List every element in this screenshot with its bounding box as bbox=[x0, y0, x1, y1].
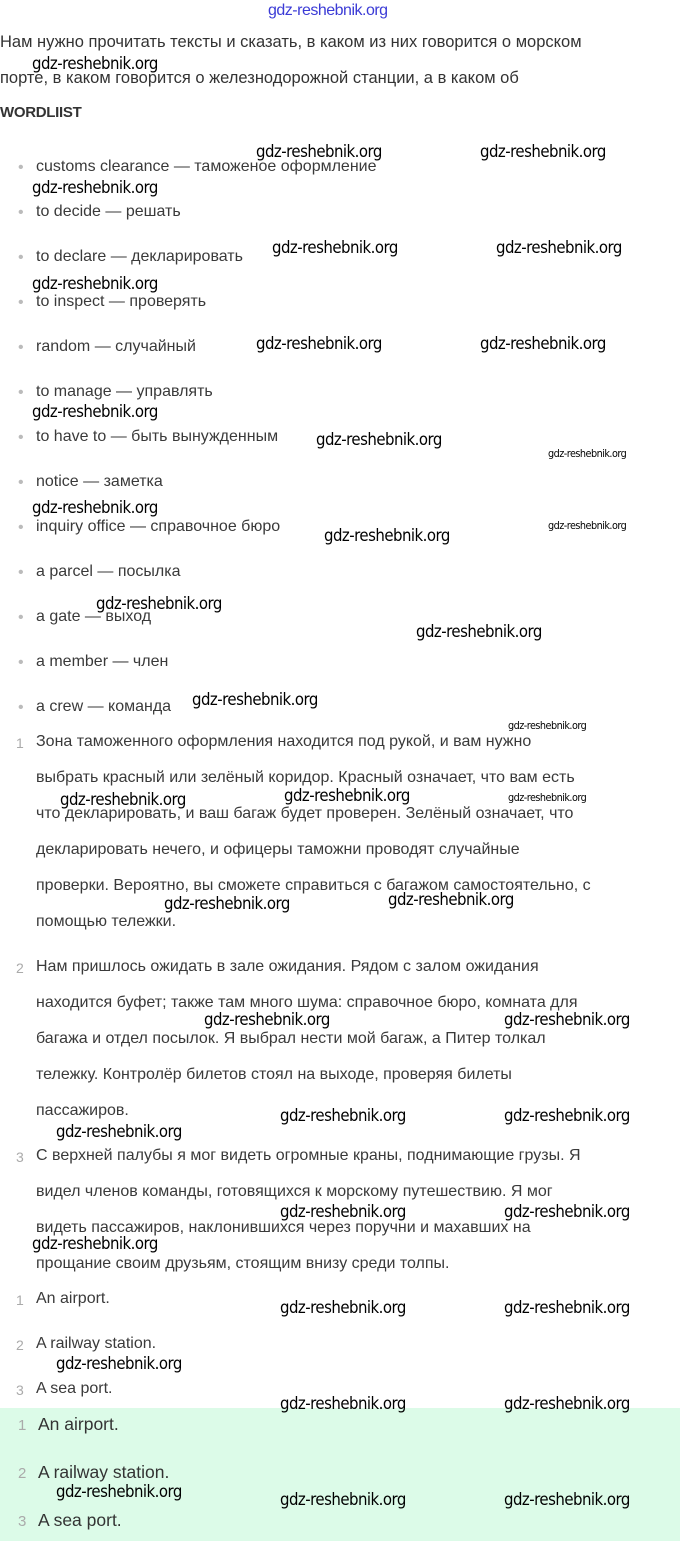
watermark: gdz-reshebnik.org bbox=[32, 1234, 158, 1254]
option-number: 1 bbox=[16, 1292, 24, 1308]
wordlist-item: a crew — команда bbox=[36, 698, 172, 715]
bullet-icon: • bbox=[18, 339, 24, 356]
text-line: С верхней палубы я мог видеть огромные краны, поднимающие грузы. Я bbox=[36, 1147, 581, 1164]
watermark: gdz-reshebnik.org bbox=[32, 402, 158, 422]
text-line: декларировать нечего, и офицеры таможни проводят случайные bbox=[36, 841, 520, 858]
watermark: gdz-reshebnik.org bbox=[480, 334, 606, 354]
watermark: gdz-reshebnik.org bbox=[164, 894, 290, 914]
wordlist-item: to have to — быть вынужденным bbox=[36, 428, 279, 445]
bullet-icon: • bbox=[18, 519, 24, 536]
wordlist-item: to decide — решать bbox=[36, 203, 181, 220]
watermark: gdz-reshebnik.org bbox=[280, 1202, 406, 1222]
text-line: находится буфет; также там много шума: справочное бюро, комната для bbox=[36, 994, 578, 1011]
bullet-icon: • bbox=[18, 159, 24, 176]
watermark: gdz-reshebnik.org bbox=[316, 430, 442, 450]
watermark: gdz-reshebnik.org bbox=[504, 1106, 630, 1126]
watermark: gdz-reshebnik.org bbox=[496, 238, 622, 258]
watermark: gdz-reshebnik.org bbox=[388, 890, 514, 910]
watermark: gdz-reshebnik.org bbox=[256, 334, 382, 354]
watermark: gdz-reshebnik.org bbox=[504, 1394, 630, 1414]
answer-text: A sea port. bbox=[38, 1510, 122, 1530]
watermark: gdz-reshebnik.org bbox=[504, 1202, 630, 1222]
text-number: 2 bbox=[16, 960, 24, 976]
option-text: A sea port. bbox=[36, 1380, 113, 1397]
watermark: gdz-reshebnik.org bbox=[204, 1010, 330, 1030]
text-line: тележку. Контролёр билетов стоял на выходе, проверяя билеты bbox=[36, 1066, 512, 1083]
wordlist-item: to inspect — проверять bbox=[36, 293, 207, 310]
watermark: gdz-reshebnik.org bbox=[280, 1298, 406, 1318]
bullet-icon: • bbox=[18, 564, 24, 581]
wordlist-item: a member — член bbox=[36, 653, 169, 670]
watermark: gdz-reshebnik.org bbox=[284, 786, 410, 806]
watermark: gdz-reshebnik.org bbox=[56, 1482, 182, 1502]
text-line: Нам пришлось ожидать в зале ожидания. Рядом с залом ожидания bbox=[36, 958, 539, 975]
bullet-icon: • bbox=[18, 429, 24, 446]
watermark: gdz-reshebnik.org bbox=[192, 690, 318, 710]
wordlist-item: to manage — управлять bbox=[36, 383, 213, 400]
wordlist-item: a parcel — посылка bbox=[36, 563, 181, 580]
option-number: 3 bbox=[16, 1382, 24, 1398]
bullet-icon: • bbox=[18, 204, 24, 221]
wordlist-item: random — случайный bbox=[36, 338, 196, 355]
watermark: gdz-reshebnik.org bbox=[280, 1394, 406, 1414]
text-line: видел членов команды, готовящихся к морскому путешествию. Я мог bbox=[36, 1183, 553, 1200]
wordlist-item: a gate — выход bbox=[36, 608, 152, 625]
watermark: gdz-reshebnik.org bbox=[504, 1490, 630, 1510]
watermark: gdz-reshebnik.org bbox=[480, 142, 606, 162]
wordlist-item: customs clearance — таможеное оформление bbox=[36, 158, 377, 175]
watermark: gdz-reshebnik.org bbox=[504, 1298, 630, 1318]
watermark: gdz-reshebnik.org bbox=[32, 498, 158, 518]
wordlist-item: inquiry office — справочное бюро bbox=[36, 518, 281, 535]
answer-text: A railway station. bbox=[38, 1462, 170, 1482]
text-number: 1 bbox=[16, 735, 24, 751]
wordlist-heading: WORDLIIST bbox=[0, 104, 82, 121]
answer-number: 2 bbox=[18, 1465, 27, 1482]
bullet-icon: • bbox=[18, 249, 24, 266]
watermark: gdz-reshebnik.org bbox=[32, 54, 158, 74]
answer-number: 3 bbox=[18, 1513, 27, 1530]
text-number: 3 bbox=[16, 1149, 24, 1165]
wordlist-item: notice — заметка bbox=[36, 473, 163, 490]
option-text: A railway station. bbox=[36, 1335, 157, 1352]
watermark: gdz-reshebnik.org bbox=[32, 178, 158, 198]
text-line: пассажиров. bbox=[36, 1102, 129, 1119]
intro-line: порте, в каком говорится о железнодорожной станции, а в каком об bbox=[0, 69, 519, 87]
bullet-icon: • bbox=[18, 699, 24, 716]
intro-line: Нам нужно прочитать тексты и сказать, в каком из них говорится о морском bbox=[0, 33, 582, 51]
watermark: gdz-reshebnik.org bbox=[416, 622, 542, 642]
watermark: gdz-reshebnik.org bbox=[32, 274, 158, 294]
text-line: прощание своим друзьям, стоящим внизу среди толпы. bbox=[36, 1255, 450, 1272]
text-line: Зона таможенного оформления находится под рукой, и вам нужно bbox=[36, 733, 532, 750]
option-text: An airport. bbox=[36, 1290, 110, 1307]
wordlist-item: to declare — декларировать bbox=[36, 248, 243, 265]
option-number: 2 bbox=[16, 1337, 24, 1353]
text-line: помощью тележки. bbox=[36, 913, 177, 930]
watermark: gdz-reshebnik.org bbox=[56, 1122, 182, 1142]
watermark: gdz-reshebnik.org bbox=[504, 1010, 630, 1030]
text-line: что декларировать, и ваш багаж будет проверен. Зелёный означает, что bbox=[36, 805, 574, 822]
watermark: gdz-reshebnik.org bbox=[548, 447, 627, 460]
text-line: видеть пассажиров, наклонившихся через поручни и махавших на bbox=[36, 1219, 531, 1236]
watermark: gdz-reshebnik.org bbox=[96, 594, 222, 614]
bullet-icon: • bbox=[18, 609, 24, 626]
top-watermark-link[interactable]: gdz-reshebnik.org bbox=[268, 2, 388, 19]
watermark: gdz-reshebnik.org bbox=[280, 1106, 406, 1126]
answer-number: 1 bbox=[18, 1417, 27, 1434]
watermark: gdz-reshebnik.org bbox=[508, 719, 587, 732]
watermark: gdz-reshebnik.org bbox=[508, 791, 587, 804]
watermark: gdz-reshebnik.org bbox=[272, 238, 398, 258]
watermark: gdz-reshebnik.org bbox=[56, 1354, 182, 1374]
text-line: проверки. Вероятно, вы сможете справиться с багажом самостоятельно, с bbox=[36, 877, 591, 894]
watermark: gdz-reshebnik.org bbox=[548, 519, 627, 532]
watermark: gdz-reshebnik.org bbox=[280, 1490, 406, 1510]
answer-text: An airport. bbox=[38, 1414, 119, 1434]
text-line: багажа и отдел посылок. Я выбрал нести мой багаж, а Питер толкал bbox=[36, 1030, 546, 1047]
text-line: выбрать красный или зелёный коридор. Красный означает, что вам есть bbox=[36, 769, 575, 786]
bullet-icon: • bbox=[18, 474, 24, 491]
bullet-icon: • bbox=[18, 384, 24, 401]
bullet-icon: • bbox=[18, 654, 24, 671]
watermark: gdz-reshebnik.org bbox=[324, 526, 450, 546]
bullet-icon: • bbox=[18, 294, 24, 311]
watermark: gdz-reshebnik.org bbox=[60, 790, 186, 810]
watermark: gdz-reshebnik.org bbox=[256, 142, 382, 162]
